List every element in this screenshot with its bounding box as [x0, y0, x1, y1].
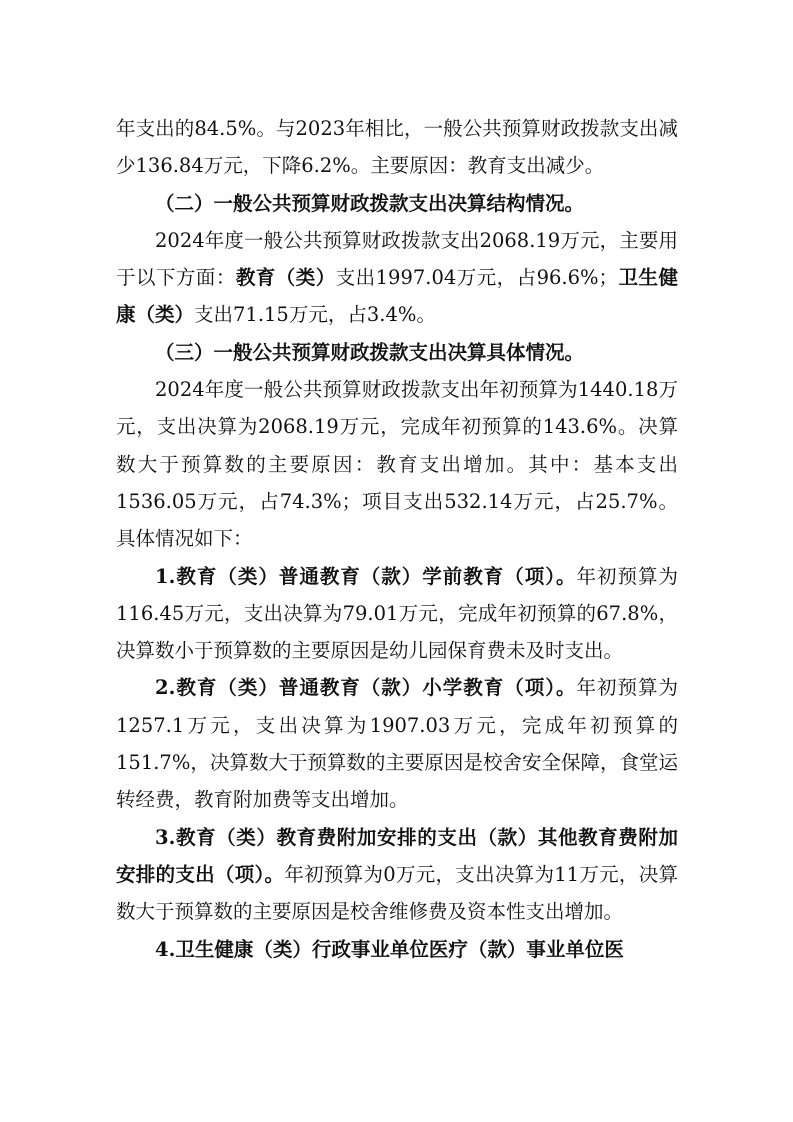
section-heading-structure: （二）一般公共预算财政拨款支出决算结构情况。: [155, 191, 585, 215]
category-health-label: 卫生健康（类）: [116, 266, 678, 327]
paragraph-expenditure-change: 年支出的84.5%。与2023年相比，一般公共预算财政拨款支出减少136.84万元，下降6.2%。主要原因：教育支出减少。: [116, 117, 678, 178]
section-heading-details: （三）一般公共预算财政拨款支出决算具体情况。: [155, 340, 585, 364]
document-body: [116, 110, 678, 968]
category-education-label: 教育（类）: [235, 266, 336, 290]
item-text-preschool: 年初预算为116.45万元，支出决算为79.01万元，完成年初预算的67.8%，决算数小于预算数的主要原因是幼儿园保育费未及时支出。: [116, 564, 678, 663]
paragraph-structure: [116, 222, 678, 334]
education-amount-text: 支出1997.04万元，占96.6%；: [335, 266, 619, 290]
item-title-education-surcharge: 3.教育（类）教育费附加安排的支出（款）其他教育费附加安排的支出（项）。: [116, 825, 678, 886]
list-item-primary: [116, 669, 678, 818]
item-title-primary: 2.教育（类）普通教育（款）小学教育（项）。: [155, 676, 577, 700]
item-title-preschool: 1.教育（类）普通教育（款）学前教育（项）。: [155, 564, 577, 588]
item-text-primary: 年初预算为1257.1万元，支出决算为1907.03万元，完成年初预算的151.7%，决算数大于预算数的主要原因是校舍安全保障，食堂运转经费，教育附加费等支出增加。: [116, 676, 678, 812]
list-item-health-medical: 4.卫生健康（类）行政事业单位医疗（款）事业单位医: [155, 937, 624, 961]
health-amount-text: 支出71.15万元，占3.4%。: [194, 303, 436, 327]
item-text-education-surcharge: 年初预算为0万元，支出决算为11万元，决算数大于预算数的主要原因是校舍维修费及资本性支出增加。: [116, 862, 678, 924]
list-item-education-surcharge: [116, 819, 678, 931]
list-item-preschool: [116, 558, 678, 670]
structure-intro-text: 2024年度一般公共预算财政拨款支出2068.19万元，主要用于以下方面：: [116, 228, 678, 290]
paragraph-details: 2024年度一般公共预算财政拨款支出年初预算为1440.18万元，支出决算为2068.19万元，完成年初预算的143.6%。决算数大于预算数的主要原因：教育支出增加。其中：基本支出1536.05万元，占74.3%；项目支出532.14万元，占25.7%。具体情况如下：: [116, 378, 678, 551]
